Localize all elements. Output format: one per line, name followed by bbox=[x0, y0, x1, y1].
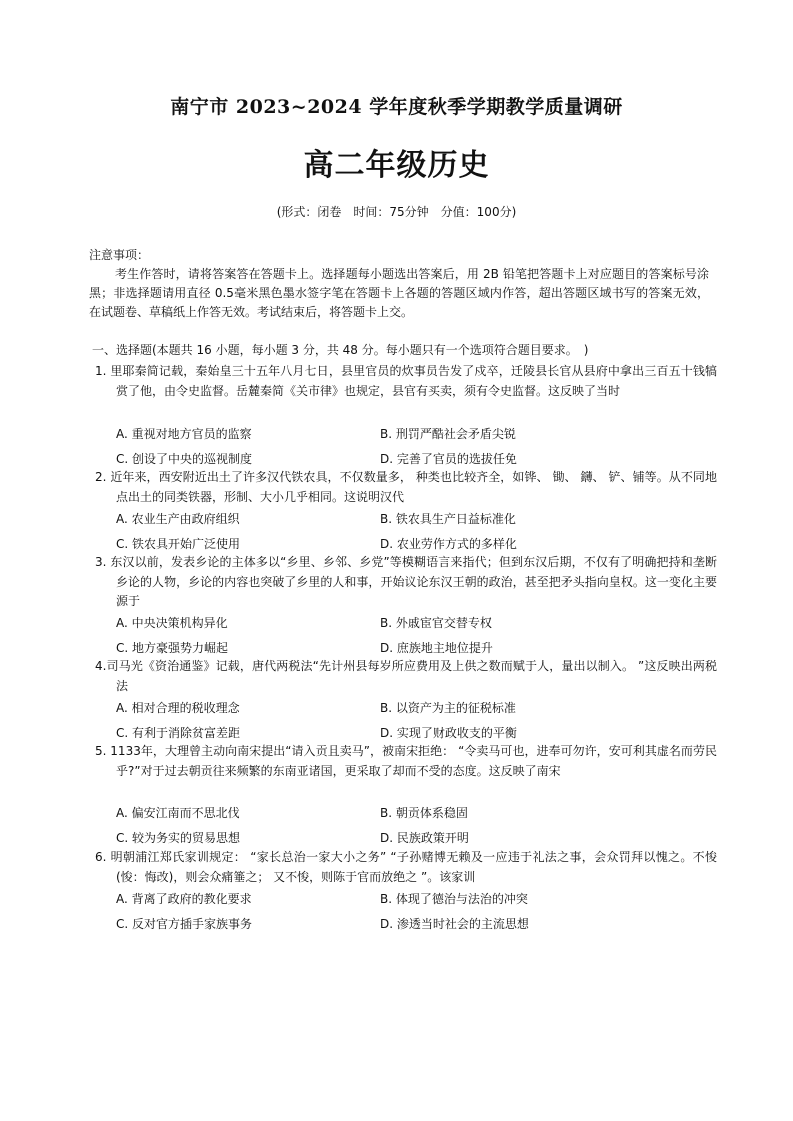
question-1 bbox=[95, 362, 717, 401]
question-6 bbox=[95, 848, 717, 887]
option-b: B. 刑罚严酷社会矛盾尖锐 bbox=[380, 427, 516, 441]
question-stem: 4.司马光《资治通鉴》记载，唐代两税法“先计州县每岁所应费用及上供之数而赋于人，量出以制入。 ”这反映出两税法 bbox=[95, 659, 717, 693]
question-stem: 3. 东汉以前，发表乡论的主体多以“乡里、乡邻、乡党”等模糊语言来指代；但到东汉后期，不仅有了明确把持和垄断乡论的人物，乡论的内容也突破了乡里的人和事，开始议论东汉王朝的政治，甚至把矛头指向皇权。这一变化主要源于 bbox=[95, 555, 717, 608]
option-b: B. 体现了德治与法治的冲突 bbox=[380, 892, 528, 906]
option-d: D. 农业劳作方式的多样化 bbox=[380, 537, 517, 551]
option-c: C. 较为务实的贸易思想 bbox=[116, 831, 241, 845]
option-d: D. 实现了财政收支的平衡 bbox=[380, 726, 517, 740]
option-a: A. 相对合理的税收理念 bbox=[116, 701, 240, 715]
option-d: D. 民族政策开明 bbox=[380, 831, 469, 845]
notice-body: 考生作答时，请将答案答在答题卡上。选择题每小题选出答案后，用 2B 铅笔把答题卡上对应题目的答案标号涂黑；非选择题请用直径 0.5毫米黑色墨水签字笔在答题卡上各题的答题区域内作答，超出答题区域书写的答案无效，在试题卷、草稿纸上作答无效。考试结束后，将答题卡上交。 bbox=[89, 267, 709, 319]
exam-title: 南宁市 2023~2024 学年度秋季学期教学质量调研 bbox=[170, 96, 623, 118]
question-stem: 2. 近年来，西安附近出土了许多汉代铁农具，不仅数量多， 种类也比较齐全，如铧、 锄、 鑮、 铲、铺等。从不同地点出土的同类铁器，形制、大小几乎相同。这说明汉代 bbox=[95, 470, 717, 504]
option-b: B. 铁农具生产日益标准化 bbox=[380, 512, 516, 526]
notice-block bbox=[89, 246, 709, 322]
option-a: A. 背离了政府的教化要求 bbox=[116, 892, 252, 906]
question-stem: 6. 明朝浦江郑氏家训规定： “家长总治一家大小之务” “子孙赌博无赖及一应违于礼法之事，会众罚拜以愧之。不悛(悛：悔改)，则会众痛箠之； 又不悛，则陈于官而放绝之 ”。该家训 bbox=[95, 850, 717, 884]
question-stem: 5. 1133年，大理曾主动向南宋提出“请入贡且卖马”，被南宋拒绝： “令卖马可也，进奉可勿许，安可利其虚名而劳民乎?”对于过去朝贡往来频繁的东南亚诸国，更采取了却而不受的态度。这反映了南宋 bbox=[95, 744, 717, 778]
option-c: C. 创设了中央的巡视制度 bbox=[116, 452, 253, 466]
option-c: C. 铁农具开始广泛使用 bbox=[116, 537, 241, 551]
option-c: C. 地方豪强势力崛起 bbox=[116, 641, 229, 655]
option-a: A. 农业生产由政府组织 bbox=[116, 512, 240, 526]
option-b: B. 外戚宦官交替专权 bbox=[380, 616, 492, 630]
option-a: A. 重视对地方官员的监察 bbox=[116, 427, 252, 441]
option-d: D. 渗透当时社会的主流思想 bbox=[380, 917, 529, 931]
option-b: B. 以资产为主的征税标准 bbox=[380, 701, 516, 715]
question-2 bbox=[95, 468, 717, 507]
option-d: D. 庶族地主地位提升 bbox=[380, 641, 493, 655]
section-title: 一、选择题(本题共 16 小题，每小题 3 分，共 48 分。每小题只有一个选项符合题目要求。 ) bbox=[92, 343, 589, 357]
question-stem: 1. 里耶秦简记载，秦始皇三十五年八月七日，县里官员的炊事员告发了戍卒，迁陵县长官从县府中拿出三百五十钱犒赏了他，由令史监督。岳麓秦简《关市律》也规定，县官有买卖，须有令史监督。这反映了当时 bbox=[95, 364, 717, 398]
question-4 bbox=[95, 657, 717, 696]
option-a: A. 中央决策机构异化 bbox=[116, 616, 228, 630]
notice-label: 注意事项： bbox=[89, 248, 150, 262]
exam-format-info: (形式：闭卷 时间：75分钟 分值：100分) bbox=[276, 205, 517, 219]
option-c: C. 有利于消除贫富差距 bbox=[116, 726, 241, 740]
question-3 bbox=[95, 553, 717, 612]
option-d: D. 完善了官员的选拔任免 bbox=[380, 452, 517, 466]
option-b: B. 朝贡体系稳固 bbox=[380, 806, 468, 820]
option-a: A. 偏安江南而不思北伐 bbox=[116, 806, 240, 820]
question-5 bbox=[95, 742, 717, 781]
option-c: C. 反对官方插手家族事务 bbox=[116, 917, 253, 931]
subject-title: 高二年级历史 bbox=[303, 148, 490, 183]
